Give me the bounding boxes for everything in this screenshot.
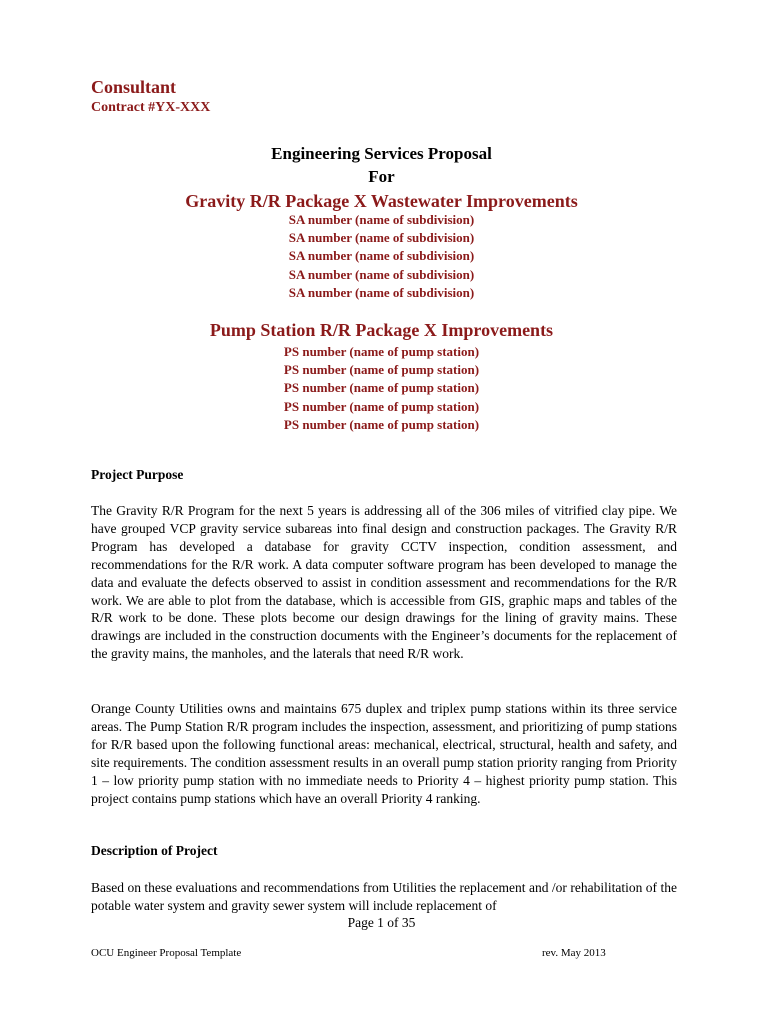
contract-number: Contract #YX-XXX — [91, 100, 211, 115]
pump-station-program-paragraph: Orange County Utilities owns and maintains 675 duplex and triplex pump stations within its three service areas. The Pump Station R/R program includes the inspection, assessment, and prioritizing of pump stations for R/R based upon the following functional areas: mechanical, electrical, structural, health and safety, and site requirements. The condition assessment results in an overall pump station priority ranging from Priority 1 – low priority pump station with no immediate needs to Priority 4 – highest priority pump station. This project contains pump stations which have an overall Priority 4 ranking. — [91, 701, 677, 806]
pump-station-list — [91, 343, 672, 434]
gravity-program-paragraph: The Gravity R/R Program for the next 5 years is addressing all of the 306 miles of vitrified clay pipe. We have grouped VCP gravity service subareas into final design and construction packages. The Gravity R/R Program has developed a database for gravity CCTV inspection, condition assessment, and recommendations for the R/R work. A data computer software program has been developed to manage the data and evaluate the defects observed to assist in condition assessment and recommendations for the R/R work. We are able to plot from the database, which is accessible from GIS, graphic maps and tables of the R/R work to be done. These plots become our design drawings for the lining of gravity mains. These drawings are included in the construction documents with the Engineer’s documents for the replacement of the gravity mains, the manholes, and the laterals that need R/R work. — [91, 503, 677, 662]
pump-station-item: PS number (name of pump station) — [283, 416, 480, 432]
subdivision-item: SA number (name of subdivision) — [288, 212, 475, 227]
subdivision-item: SA number (name of subdivision) — [288, 284, 475, 300]
pump-station-package-heading: Pump Station R/R Package X Improvements — [209, 320, 554, 340]
subdivision-item: SA number (name of subdivision) — [288, 266, 475, 282]
pump-station-item: PS number (name of pump station) — [283, 398, 480, 414]
proposal-title: Engineering Services Proposal — [271, 144, 492, 163]
subdivision-item: SA number (name of subdivision) — [288, 248, 475, 264]
consultant-label: Consultant — [91, 77, 177, 97]
description-heading: Description of Project — [91, 843, 218, 858]
description-paragraph: Based on these evaluations and recommendations from Utilities the replacement and /or rehabilitation of the potable water system and gravity sewer system will include replacement of — [91, 880, 677, 913]
proposal-title-for: For — [368, 167, 395, 186]
subdivision-list — [91, 211, 672, 302]
pump-station-item: PS number (name of pump station) — [283, 344, 480, 359]
project-purpose-heading: Project Purpose — [91, 467, 184, 482]
pump-station-item: PS number (name of pump station) — [283, 362, 480, 378]
footer-template-name: OCU Engineer Proposal Template — [91, 947, 242, 959]
pump-station-item: PS number (name of pump station) — [283, 380, 480, 396]
gravity-package-heading: Gravity R/R Package X Wastewater Improvements — [185, 191, 578, 211]
subdivision-item: SA number (name of subdivision) — [288, 230, 475, 246]
page-number: Page 1 of 35 — [347, 915, 416, 930]
footer-revision: rev. May 2013 — [542, 947, 606, 959]
